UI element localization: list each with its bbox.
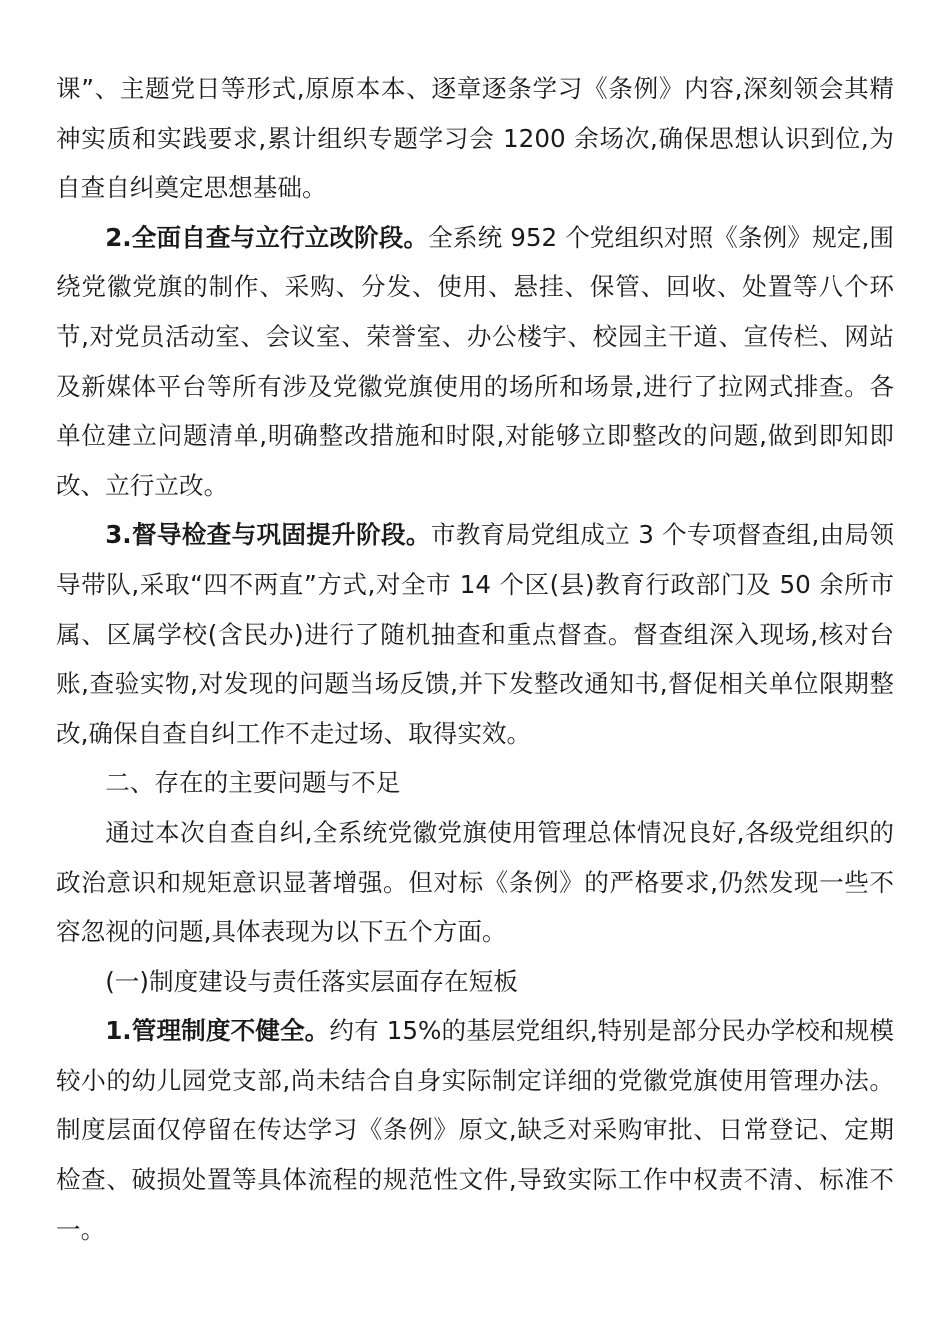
paragraph-text: 课”、主题党日等形式,原原本本、逐章逐条学习《条例》内容,深刻领会其精神实质和实践要求,累计组织专题学习会 1200 余场次,确保思想认识到位,为自查自纠奠定思想基础。	[56, 74, 894, 203]
paragraph-text: 约有 15%的基层党组织,特别是部分民办学校和规模较小的幼儿园党支部,尚未结合自身实际制定详细的党徽党旗使用管理办法。制度层面仅停留在传达学习《条例》原文,缺乏对采购审批、日常登记、定期检查、破损处置等具体流程的规范性文件,导致实际工作中权责不清、标准不一。	[56, 1016, 894, 1244]
paragraph-issue-1	[56, 1006, 894, 1254]
paragraph-text: 通过本次自查自纠,全系统党徽党旗使用管理总体情况良好,各级党组织的政治意识和规矩意识显著增强。但对标《条例》的严格要求,仍然发现一些不容忽视的问题,具体表现为以下五个方面。	[56, 817, 894, 947]
paragraph-text: 市教育局党组成立 3 个专项督查组,由局领导带队,采取“四不两直”方式,对全市 14 个区(县)教育行政部门及 50 余所市属、区属学校(含民办)进行了随机抽查和重点督查。督查组深入现场,核对台账,查验实物,对发现的问题当场反馈,并下发整改通知书,督促相关单位限期整改,确保自查自纠工作不走过场、取得实效。	[56, 520, 894, 748]
document-page	[56, 64, 894, 1254]
issue-1-heading: 1.管理制度不健全。	[105, 1016, 330, 1046]
stage-3-heading: 3.督导检查与巩固提升阶段。	[105, 520, 431, 550]
subsection-heading-1	[56, 957, 894, 1007]
paragraph-overview	[56, 808, 894, 957]
paragraph-stage-2	[56, 213, 894, 511]
paragraph-text: 全系统 952 个党组织对照《条例》规定,围绕党徽党旗的制作、采购、分发、使用、悬挂、保管、回收、处置等八个环节,对党员活动室、会议室、荣誉室、办公楼宇、校园主干道、宣传栏、网站及新媒体平台等所有涉及党徽党旗使用的场所和场景,进行了拉网式排查。各单位建立问题清单,明确整改措施和时限,对能够立即整改的问题,做到即知即改、立行立改。	[56, 222, 894, 500]
stage-2-heading: 2.全面自查与立行立改阶段。	[105, 222, 429, 252]
subsection-heading-text: (一)制度建设与责任落实层面存在短板	[105, 966, 518, 996]
section-heading-problems	[56, 758, 894, 808]
paragraph-continuation	[56, 64, 894, 213]
paragraph-stage-3	[56, 510, 894, 758]
section-heading-text: 二、存在的主要问题与不足	[105, 768, 401, 798]
